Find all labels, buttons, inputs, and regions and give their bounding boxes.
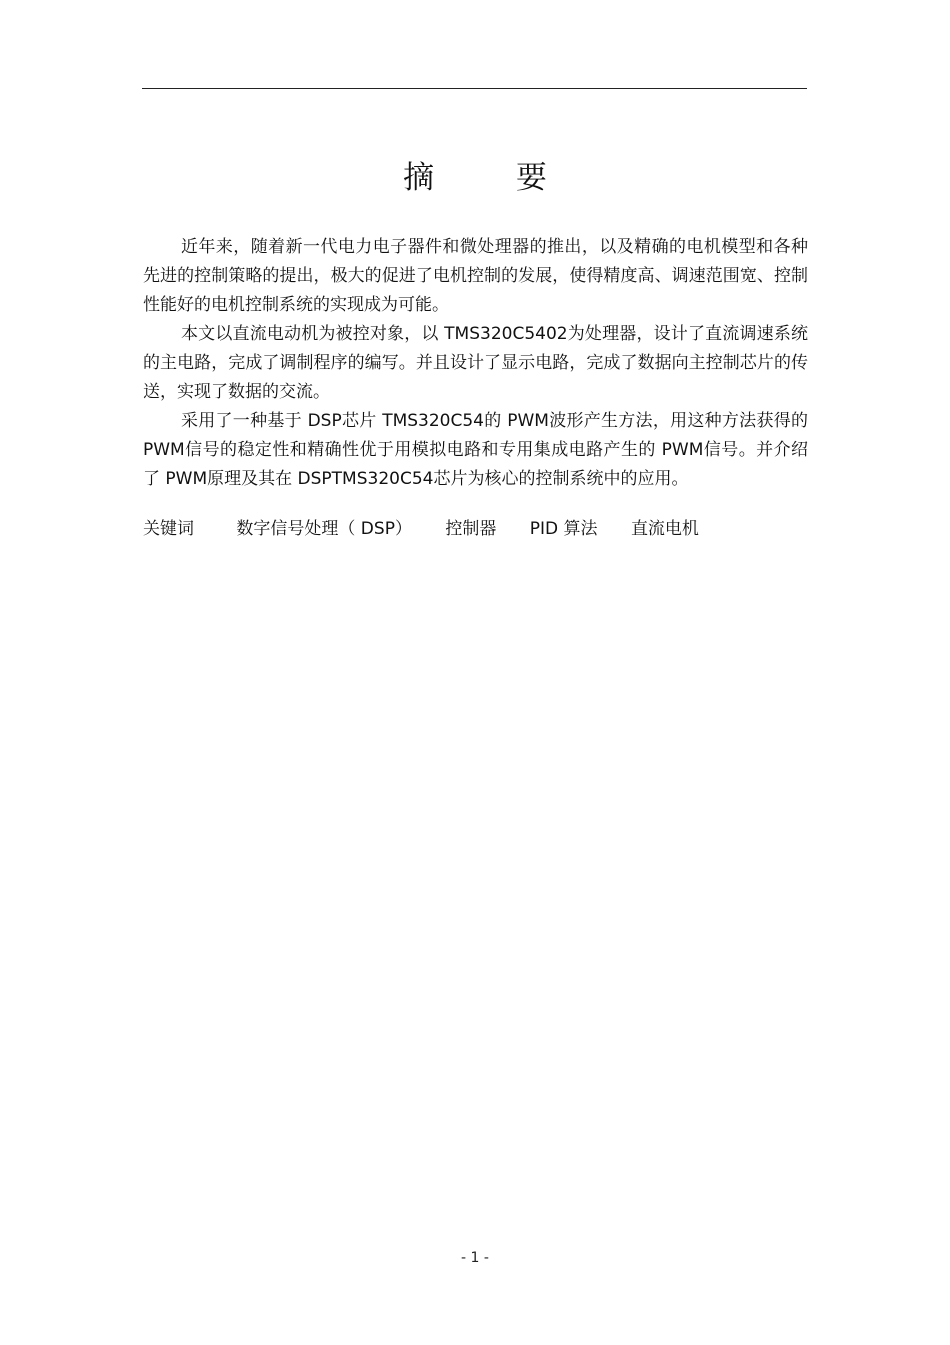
keyword-item: 直流电机 xyxy=(630,519,699,539)
page-title: 摘 要 xyxy=(403,160,583,196)
abstract-paragraph-3: 采用了一种基于 DSP芯片 TMS320C54的 PWM波形产生方法，用这种方法获得的 PWM信号的稳定性和精确性优于用模拟电路和专用集成电路产生的 PWM信号。并介绍了 PWM原理及其在 DSPTMS320C54芯片为核心的控制系统中的应用。 xyxy=(143,411,808,489)
header-rule xyxy=(142,88,807,89)
abstract-paragraph-1: 近年来，随着新一代电力电子器件和微处理器的推出，以及精确的电机模型和各种先进的控制策略的提出，极大的促进了电机控制的发展，使得精度高、调速范围宽、控制性能好的电机控制系统的实现成为可能。 xyxy=(143,237,808,315)
keyword-item: 数字信号处理（ DSP） xyxy=(236,519,412,539)
page-number: - 1 - xyxy=(461,1250,489,1266)
keyword-item: 控制器 xyxy=(445,519,497,539)
keywords-label: 关键词 xyxy=(143,519,194,539)
abstract-paragraph-2: 本文以直流电动机为被控对象，以 TMS320C5402为处理器，设计了直流调速系统的主电路，完成了调制程序的编写。并且设计了显示电路，完成了数据向主控制芯片的传送，实现了数据的交流。 xyxy=(143,324,808,402)
keyword-item: PID 算法 xyxy=(529,519,598,539)
abstract-body xyxy=(143,233,808,494)
keywords-line xyxy=(143,515,808,544)
